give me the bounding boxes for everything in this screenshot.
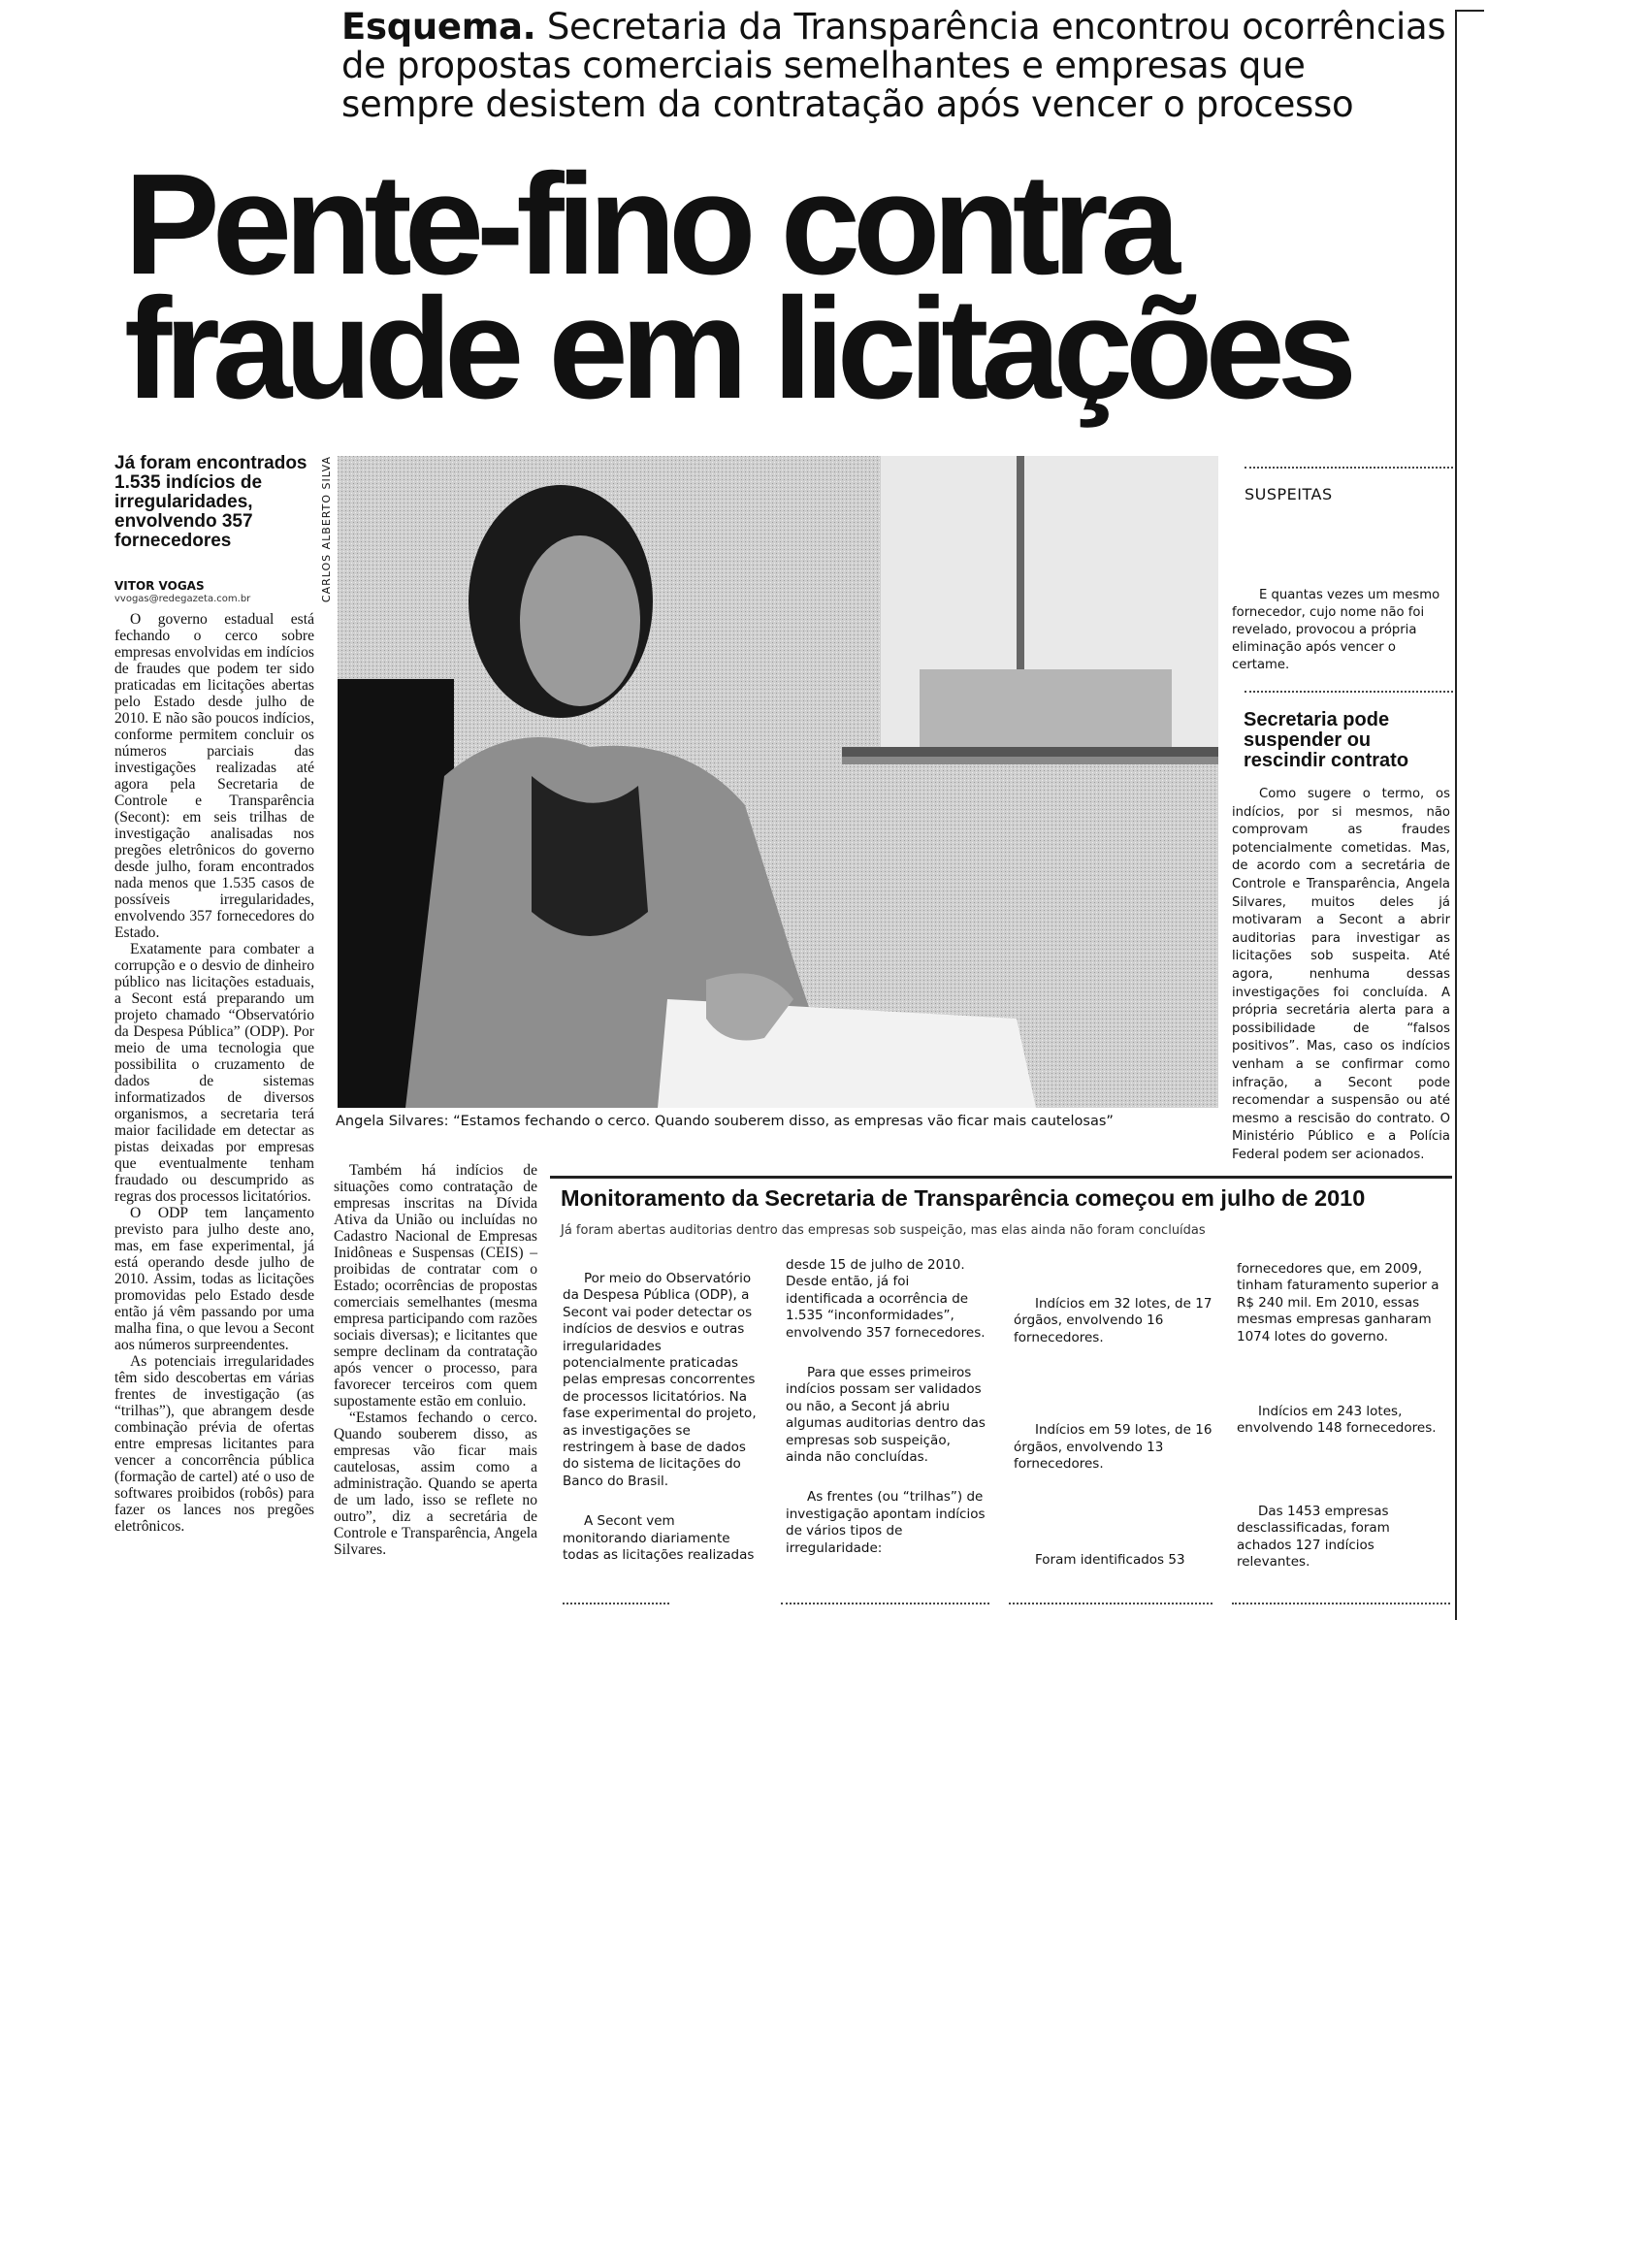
- headline-line-2: fraude em licitações: [124, 269, 1350, 429]
- box-divider: [563, 1603, 669, 1604]
- paragraph: “Estamos fechando o cerco. Quando souberem disso, as empresas vão ficar mais cautelosas, assim como a administração. Quando se aperta de um lado, isso se reflete no outro”, diz a secretária de Controle e Transparência, Angela Silvares.: [334, 1409, 537, 1558]
- paragraph: Foram identificados 53: [1035, 1552, 1185, 1569]
- paragraph: Como sugere o termo, os indícios, por si mesmos, não comprovam as fraudes potencialmente cometidas. Mas, de acordo com a secretária de Controle e Transparência, Angela Silvares, muitos deles já motivaram a Secont a abrir auditorias para investigar as licitações sob suspeita. Até agora, nenhuma dessas investigações foi concluída. A própria secretária alerta para a possibilidade de “falsos positivos”. Mas, caso os indícios venham a se confirmar como infração, a Secont pode recomendar a suspensão ou até mesmo a rescisão do contrato. O Ministério Público e a Polícia Federal podem ser acionados.: [1232, 787, 1450, 1162]
- paragraph: Das 1453 empresas desclassificadas, foram achados 127 indícios relevantes.: [1237, 1503, 1390, 1571]
- box-divider: [781, 1603, 989, 1604]
- kicker: [341, 8, 1447, 124]
- byline-email: vvogas@redegazeta.com.br: [114, 594, 251, 604]
- byline-author: VITOR VOGAS: [114, 579, 205, 593]
- paragraph: E quantas vezes um mesmo fornecedor, cujo nome não foi revelado, provocou a própria eliminação após vencer o certame.: [1232, 588, 1440, 672]
- paragraph: A Secont vem monitorando diariamente todas as licitações realizadas: [563, 1513, 755, 1564]
- paragraph: Indícios em 32 lotes, de 17 órgãos, envolvendo 16 fornecedores.: [1014, 1296, 1212, 1345]
- box-column-3: [1014, 1296, 1212, 1593]
- paragraph: Indícios em 243 lotes, envolvendo 148 fornecedores.: [1237, 1404, 1437, 1437]
- article-column-1: [114, 611, 314, 1535]
- paragraph: O ODP tem lançamento previsto para julho deste ano, mas, em fase experimental, já está operando desde julho de 2010. Assim, todas as licitações promovidas pelo Estado desde então já vêm passando por uma malha fina, o que levou a Secont aos números surpreendentes.: [114, 1205, 314, 1353]
- sidebar-divider: [1245, 691, 1453, 693]
- paragraph: desde 15 de julho de 2010. Desde então, já foi identificada a ocorrência de 1.535 “inconformidades”, envolvendo 357 fornecedores.: [786, 1257, 986, 1341]
- sidebar-divider: [1245, 467, 1453, 469]
- paragraph: Exatamente para combater a corrupção e o desvio de dinheiro público nas licitações estaduais, a Secont está preparando um projeto chamado “Observatório da Despesa Pública” (ODP). Por meio de uma tecnologia que possibilita o cruzamento de dados de sistemas informatizados de diversos organismos, a secretaria terá maior facilidade em detectar as pistas deixadas por empresas que eventualmente tenham fraudado ou descumprido as regras dos processos licitatórios.: [114, 941, 314, 1205]
- paragraph: Também há indícios de situações como contratação de empresas inscritas na Dívida Ativa da União ou incluídas no Cadastro Nacional de Empresas Inidôneas e Suspensas (CEIS) – proibidas de contratar com o Estado; ocorrências de propostas comerciais semelhantes (mesma empresa participando com razões sociais diversas); e licitantes que sempre declinam da contratação após vencer o processo, para favorecer terceiros com quem supostamente estão em conluio.: [334, 1162, 537, 1409]
- kicker-text: Secretaria da Transparência encontrou ocorrências de propostas comerciais semelhantes e empresas que sempre desistem da contratação após vencer o processo: [341, 6, 1446, 125]
- box-subtitle: Já foram abertas auditorias dentro das empresas sob suspeição, mas elas ainda não foram concluídas: [561, 1223, 1206, 1238]
- box-divider: [1009, 1603, 1212, 1604]
- box-divider: [1232, 1603, 1450, 1604]
- paragraph: Para que esses primeiros indícios possam ser validados ou não, a Secont já abriu algumas auditorias dentro das empresas sob suspeição, ainda não concluídas.: [786, 1365, 986, 1466]
- intro-deck: Já foram encontrados 1.535 indícios de irregularidades, envolvendo 357 fornecedores: [114, 453, 307, 551]
- kicker-lead: Esquema.: [341, 6, 536, 48]
- sidebar-label: SUSPEITAS: [1245, 485, 1333, 503]
- paragraph: Indícios em 59 lotes, de 16 órgãos, envolvendo 13 fornecedores.: [1014, 1422, 1212, 1473]
- paragraph: fornecedores que, em 2009, tinham faturamento superior a R$ 240 mil. Em 2010, essas mesmas empresas ganharam 1074 lotes do governo.: [1237, 1261, 1439, 1345]
- photo-caption: Angela Silvares: “Estamos fechando o cerco. Quando souberem disso, as empresas vão ficar mais cautelosas”: [336, 1114, 1114, 1129]
- sidebar-body: [1232, 786, 1450, 1164]
- headline: [124, 145, 1482, 429]
- box-column-2: [786, 1257, 989, 1580]
- sidebar-title: Secretaria pode suspender ou rescindir contrato: [1244, 709, 1409, 771]
- page-edge-tick: [1455, 10, 1484, 12]
- paragraph: O governo estadual está fechando o cerco sobre empresas envolvidas em indícios de fraudes que podem ter sido praticadas em licitações abertas pelo Estado desde julho de 2010. E não são poucos indícios, conforme permitem concluir os números parciais das investigações realizadas até agora pela Secretaria de Controle e Transparência (Secont): em seis trilhas de investigação analisadas nos pregões eletrônicos do governo desde julho, foram encontrados nada menos que 1.535 casos de possíveis irregularidades, envolvendo 357 fornecedores do Estado.: [114, 611, 314, 941]
- box-title: Monitoramento da Secretaria de Transparência começou em julho de 2010: [561, 1185, 1366, 1211]
- article-column-2: [334, 1162, 537, 1558]
- woman-portrait-illustration: [338, 456, 1218, 1108]
- paragraph: As frentes (ou “trilhas”) de investigação apontam indícios de vários tipos de irregularidade:: [786, 1489, 986, 1556]
- article-photo: [338, 456, 1218, 1108]
- photo-credit: CARLOS ALBERTO SILVA: [320, 456, 333, 603]
- box-top-rule: [550, 1176, 1452, 1179]
- box-column-1: [563, 1271, 761, 1588]
- box-column-4: [1237, 1261, 1440, 1594]
- paragraph: As potenciais irregularidades têm sido descobertas em várias frentes de investigação (as “trilhas”), que abrangem desde combinação prévia de ofertas entre empresas licitantes para vencer a concorrência pública (formação de cartel) até o uso de softwares proibidos (robôs) para fazer os lances nos pregões eletrônicos.: [114, 1353, 314, 1535]
- sidebar-intro: [1232, 587, 1450, 674]
- paragraph: Por meio do Observatório da Despesa Pública (ODP), a Secont vai poder detectar os indícios de desvios e outras irregularidades potencialmente praticadas pelas empresas concorrentes de processos licitatórios. Na fase experimental do projeto, as investigações se restringem à base de dados do sistema de licitações do Banco do Brasil.: [563, 1271, 757, 1489]
- headline-line-1: Pente-fino contra: [124, 145, 1173, 305]
